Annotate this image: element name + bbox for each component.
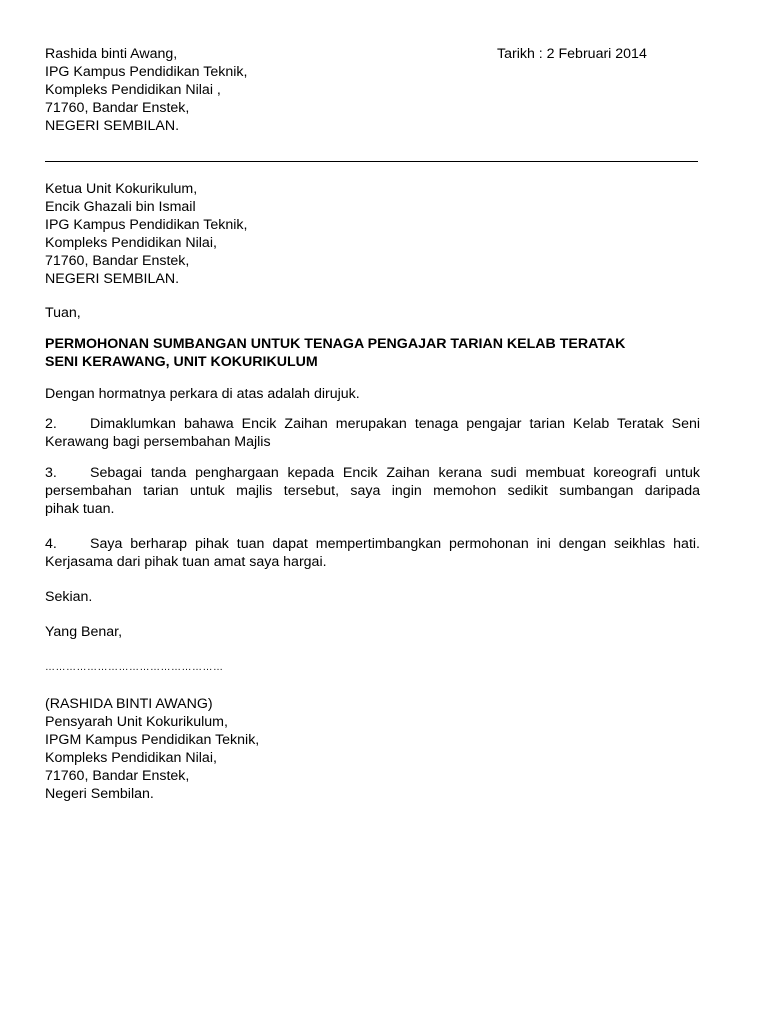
- paragraph-3: [45, 464, 700, 518]
- paragraph-text: Kerawang bagi persembahan Majlis: [45, 434, 271, 450]
- subject-line: SENI KERAWANG, UNIT KOKURIKULUM: [45, 354, 318, 370]
- paragraph-text: Saya berharap pihak tuan dapat mempertimbangkan permohonan ini dengan seikhlas hati.: [90, 536, 700, 552]
- paragraph-number: 3.: [45, 465, 57, 481]
- signatory-line: 71760, Bandar Enstek,: [45, 768, 190, 784]
- recipient-line: Ketua Unit Kokurikulum,: [45, 181, 198, 197]
- salutation: Tuan,: [45, 305, 81, 321]
- sender-name: Rashida binti Awang,: [45, 46, 178, 62]
- header-divider: [45, 161, 698, 162]
- recipient-line: Encik Ghazali bin Ismail: [45, 199, 196, 215]
- subject-line: PERMOHONAN SUMBANGAN UNTUK TENAGA PENGAJAR TARIAN KELAB TERATAK: [45, 336, 626, 352]
- paragraph-text: pihak tuan.: [45, 501, 115, 517]
- sender-address-line: Kompleks Pendidikan Nilai ,: [45, 82, 221, 98]
- letter-date: Tarikh : 2 Februari 2014: [497, 46, 647, 62]
- sender-address-line: 71760, Bandar Enstek,: [45, 100, 190, 116]
- opening-sentence: Dengan hormatnya perkara di atas adalah dirujuk.: [45, 386, 360, 402]
- sign-off: Yang Benar,: [45, 624, 123, 640]
- sender-address-line: NEGERI SEMBILAN.: [45, 118, 180, 134]
- signatory-line: Pensyarah Unit Kokurikulum,: [45, 714, 228, 730]
- recipient-line: 71760, Bandar Enstek,: [45, 253, 190, 269]
- recipient-line: Kompleks Pendidikan Nilai,: [45, 235, 217, 251]
- paragraph-text: Dimaklumkan bahawa Encik Zaihan merupakan tenaga pengajar tarian Kelab Teratak Seni: [90, 416, 700, 432]
- paragraph-4: [45, 535, 700, 571]
- paragraph-number: 2.: [45, 416, 57, 432]
- paragraph-text: persembahan tarian untuk majlis tersebut, saya ingin memohon sedikit sumbangan daripada: [45, 483, 700, 499]
- paragraph-first-line: [45, 464, 700, 482]
- paragraph-text: Sebagai tanda penghargaan kepada Encik Zaihan kerana sudi membuat koreografi untuk: [90, 465, 700, 481]
- paragraph-number: 4.: [45, 536, 57, 552]
- signatory-line: Kompleks Pendidikan Nilai,: [45, 750, 217, 766]
- paragraph-first-line: [45, 535, 700, 553]
- closing: Sekian.: [45, 589, 93, 605]
- signatory-line: IPGM Kampus Pendidikan Teknik,: [45, 732, 260, 748]
- recipient-line: NEGERI SEMBILAN.: [45, 271, 180, 287]
- recipient-line: IPG Kampus Pendidikan Teknik,: [45, 217, 248, 233]
- paragraph-text: Kerjasama dari pihak tuan amat saya hargai.: [45, 554, 327, 570]
- paragraph-first-line: [45, 415, 700, 433]
- signatory-name: (RASHIDA BINTI AWANG): [45, 696, 213, 712]
- paragraph-2: [45, 415, 700, 451]
- signatory-line: Negeri Sembilan.: [45, 786, 154, 802]
- signature-line: ……………………………………………: [45, 662, 224, 673]
- sender-address-line: IPG Kampus Pendidikan Teknik,: [45, 64, 248, 80]
